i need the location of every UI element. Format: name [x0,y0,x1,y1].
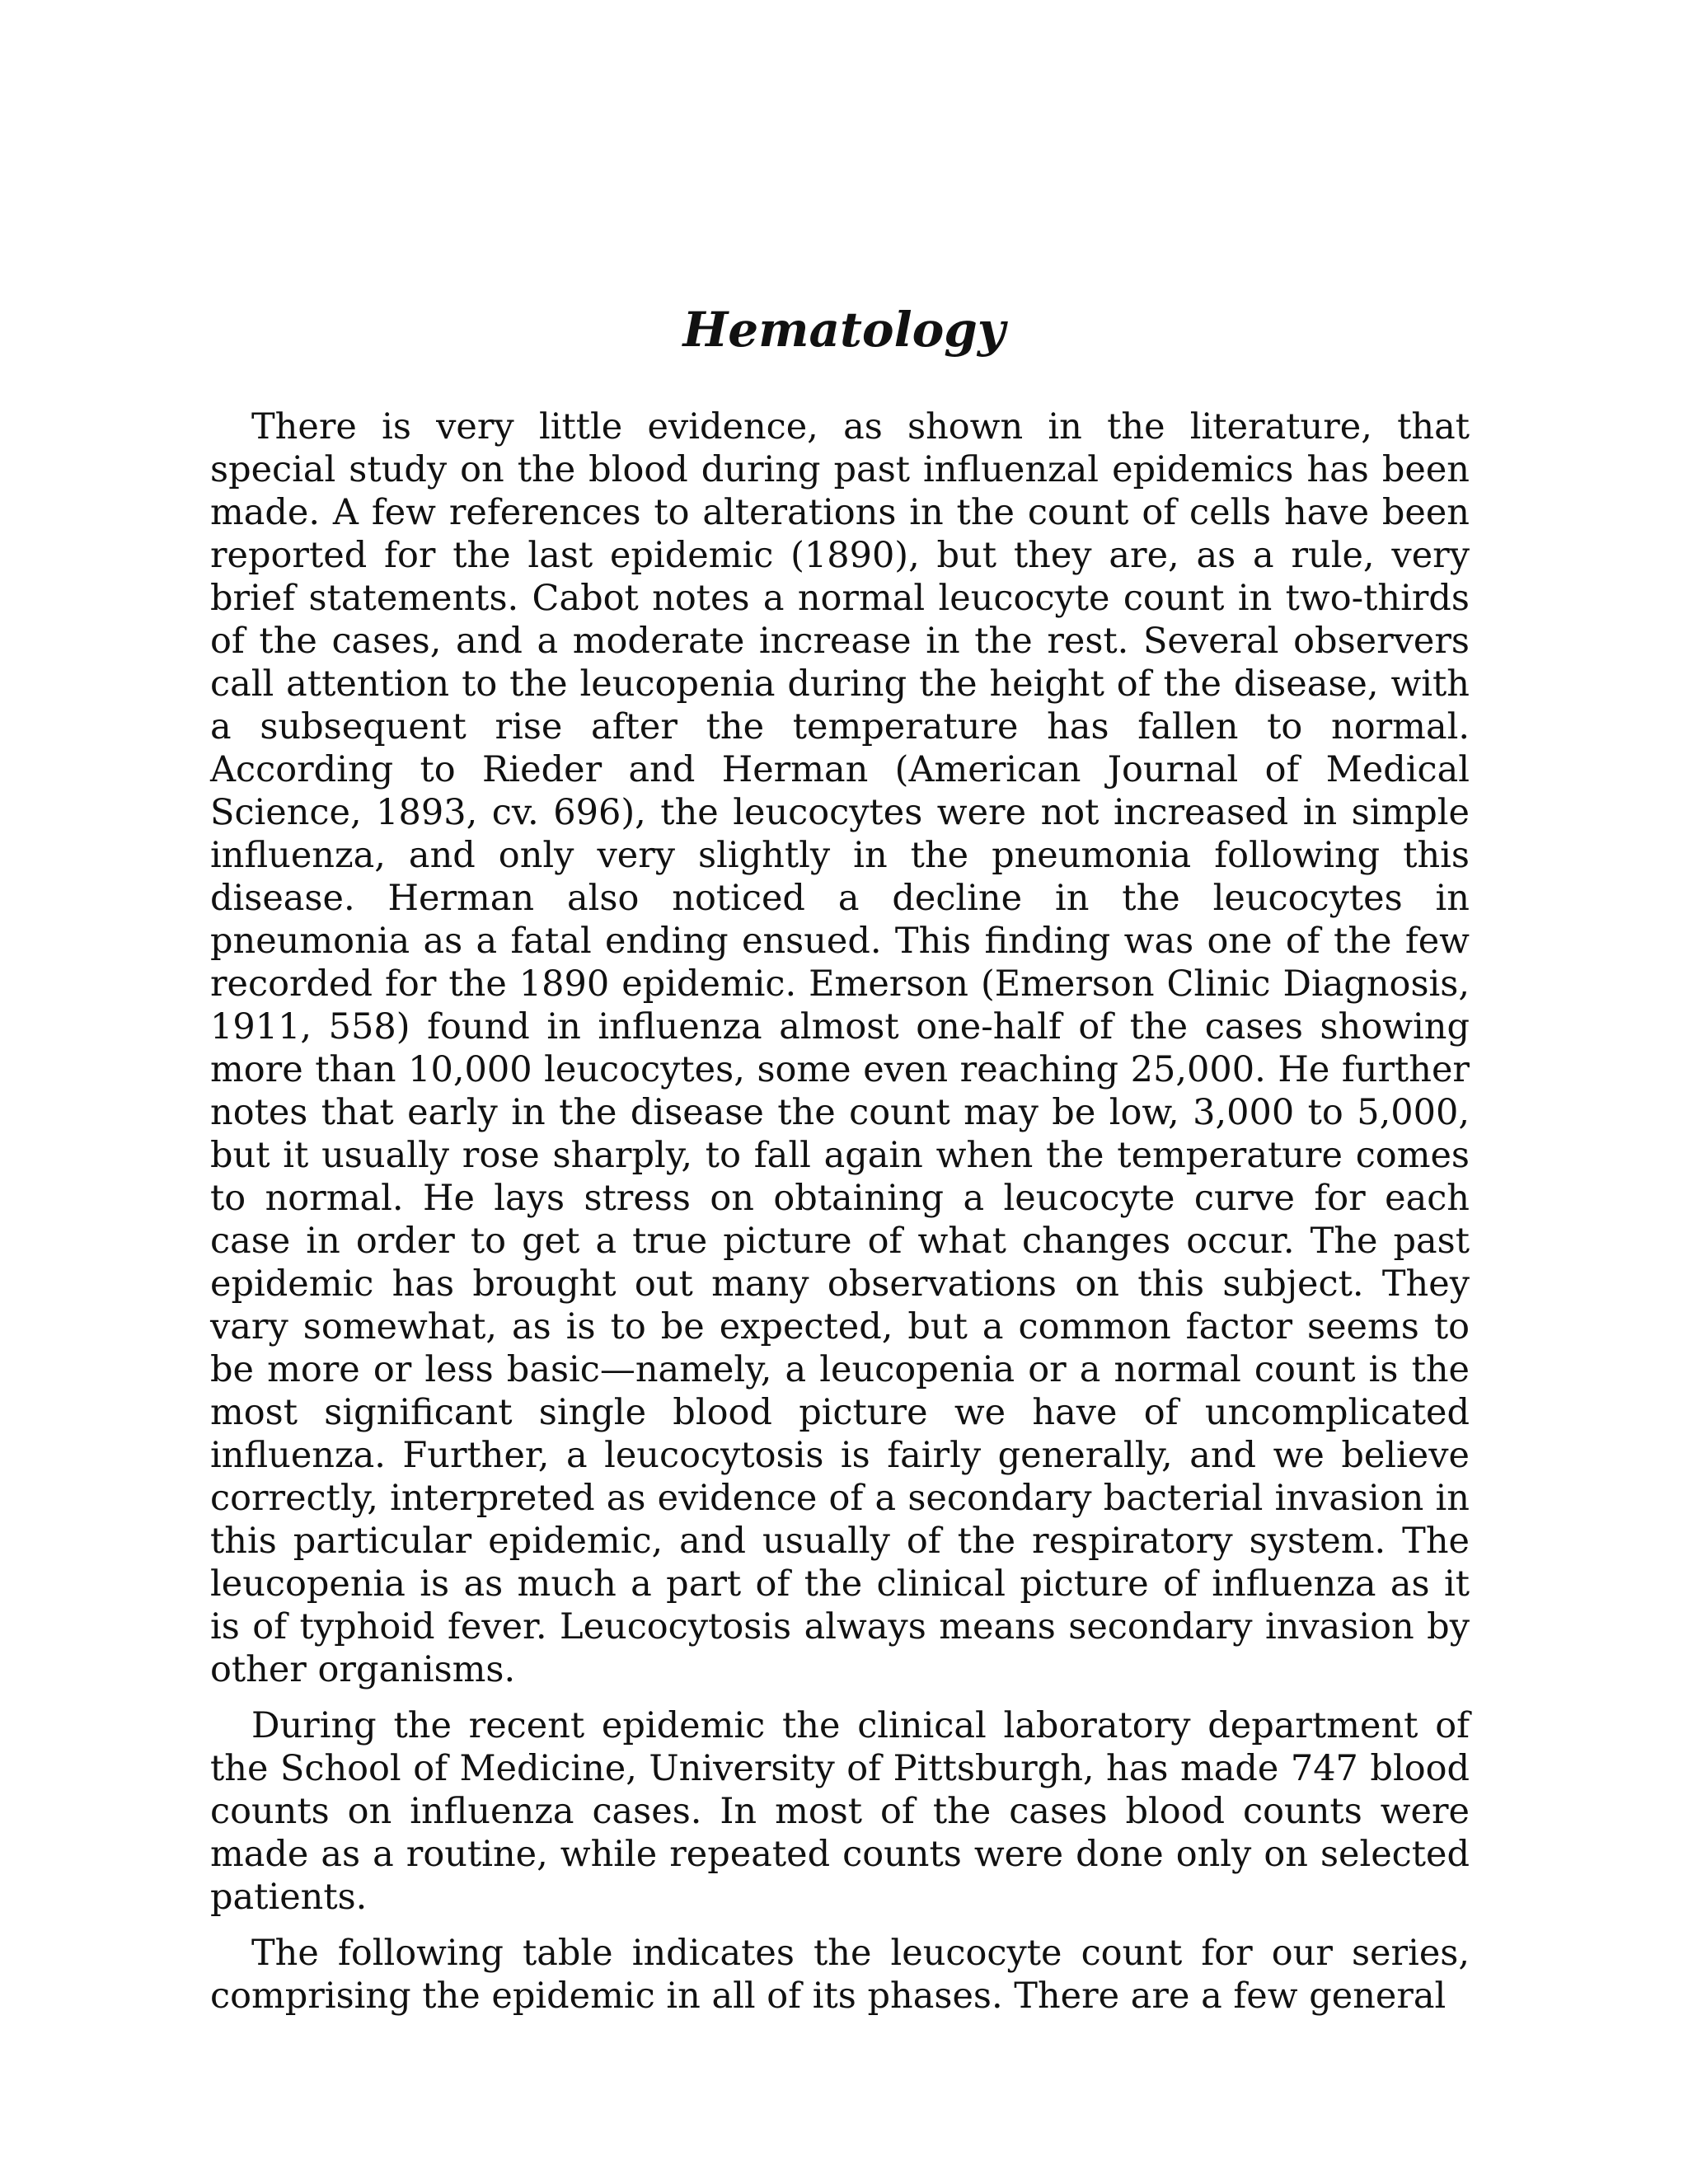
paragraph-2: During the recent epidemic the clinical laboratory department of the School of Medicine, University of Pittsburgh, has made 747 blood counts on influenza cases. In most of the cases blood counts were made as a routine, while repeated counts were done only on selected patients. [210,1705,1470,1918]
paragraph-3: The following table indicates the leucocyte count for our series, comprising the epidemic in all of its phases. There are a few general [210,1933,1470,2017]
paragraph-1: There is very little evidence, as shown in the literature, that special study on the blood during past influenzal epidemics has been made. A few references to alterations in the count of cells have been reported for the last epidemic (1890), but they are, as a rule, very brief statements. Cabot notes a normal leucocyte count in two-thirds of the cases, and a moderate increase in the rest. Several observers call attention to the leucopenia during the height of the disease, with a subsequent rise after the temperature has fallen to normal. According to Rieder and Herman (American Journal of Medical Science, 1893, cv. 696), the leucocytes were not increased in simple influenza, and only very slightly in the pneumonia following this disease. Herman also noticed a decline in the leucocytes in pneumonia as a fatal ending ensued. This finding was one of the few recorded for the 1890 epidemic. Emerson (Emerson Clinic Diagnosis, 1911, 558) found in influenza almost one-half of the cases showing more than 10,000 leucocytes, some even reaching 25,000. He further notes that early in the disease the count may be low, 3,000 to 5,000, but it usually rose sharply, to fall again when the temperature comes to normal. He lays stress on obtaining a leucocyte curve for each case in order to get a true picture of what changes occur. The past epidemic has brought out many observations on this subject. They vary somewhat, as is to be expected, but a common factor seems to be more or less basic—namely, a leucopenia or a normal count is the most significant single blood picture we have of uncomplicated influenza. Further, a leucocytosis is fairly generally, and we believe correctly, interpreted as evidence of a secondary bacterial invasion in this particular epidemic, and usually of the respiratory system. The leucopenia is as much a part of the clinical picture of influenza as it is of typhoid fever. Leucocytosis always means secondary invasion by other organisms. [210,406,1470,1690]
page-title: Hematology [682,302,1006,358]
body-text [210,405,1470,2031]
